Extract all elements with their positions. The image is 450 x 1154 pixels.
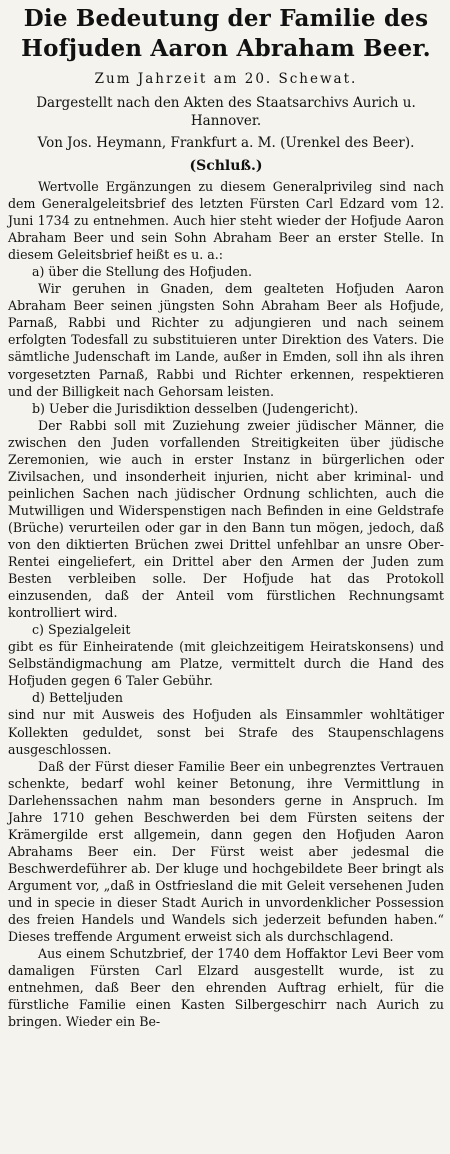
subheading-a: a) über die Stellung des Hofjuden.	[32, 264, 252, 280]
byline: Von Jos. Heymann, Frankfurt a. M. (Urenkel des Beer).	[37, 135, 415, 151]
article-title	[8, 4, 444, 64]
subheading-b: b) Ueber die Jurisdiktion desselben (Judengericht).	[32, 400, 359, 416]
paragraph-a: Wir geruhen in Gnaden, dem gealteten Hofjuden Aaron Abraham Beer seinen jüngsten Sohn Abraham Beer als Hofjude, Parnaß, Rabbi und Richter zu adjungieren und nach seinem erfolgten Todesfall zu substituieren unter Direktion des Vaters. Die sämtliche Judenschaft im Lande, außer in Emden, soll ihn als ihren vorgesetzten Parnaß, Rabbi und Richter erkennen, respektieren und der Billigkeit nach Gehorsam leisten.	[8, 281, 444, 399]
title-line-1: Die Bedeutung der Familie des	[23, 5, 429, 32]
subtitle-occasion: Zum Jahrzeit am 20. Schewat.	[94, 71, 358, 87]
paragraph-c: gibt es für Einheiratende (mit gleichzeitigem Heiratskonsens) und Selbständigmachung am Platze, vermittelt durch die Hand des Hofjuden gegen 6 Taler Gebühr.	[8, 639, 444, 689]
paragraph-trust: Daß der Fürst dieser Familie Beer ein unbegrenztes Vertrauen schenkte, bedarf wohl keiner Betonung, ihre Vermittlung in Darlehenssachen nahm man besonders gerne in Anspruch. Im Jahre 1710 gehen Beschwerden bei dem Fürsten seitens der Krämergilde erst allgemein, dann gegen den Hofjuden Aaron Abrahams Beer ein. Der Fürst weist aber jedesmal die Beschwerdeführer ab. Der kluge und hochgebildete Beer bringt als Argument vor, „daß in Ostfriesland die mit Geleit versehenen Juden und in specie in dieser Stadt Aurich in unvordenklicher Possession des freien Handels und Wandels sich jederzeit befunden haben.“ Dieses treffende Argument erweist sich als durchschlagend.	[8, 758, 444, 945]
paragraph-b: Der Rabbi soll mit Zuziehung zweier jüdischer Männer, die zwischen den Juden vorfallenden Streitigkeiten über jüdische Zeremonien, wie auch in erster Instanz in bürgerlichen oder Zivilsachen, und insonderheit injurien, nicht aber kriminal- und peinlichen Sachen nach jüdischer Ordnung schlichten, auch die Mutwilligen und Widerspenstigen nach Befinden in eine Geldstrafe (Brüche) verurteilen oder gar in den Bann tun mögen, jedoch, daß von den diktierten Brüchen zwei Drittel unfehlbar an unsre Ober-Rentei eingeliefert, ein Drittel aber den Armen der Juden zum Besten verbleiben solle. Der Hofjude hat das Protokoll einzusenden, daß der Anteil vom fürstlichen Rechnungsamt kontrolliert wird.	[8, 417, 444, 621]
subtitle-source: Dargestellt nach den Akten des Staatsarchivs Aurich u. Hannover.	[36, 95, 416, 129]
paragraph-schutzbrief: Aus einem Schutzbrief, der 1740 dem Hoffaktor Levi Beer vom damaligen Fürsten Carl Elzard ausgestellt wurde, ist zu entnehmen, daß Beer den ehrenden Auftrag erhielt, für die fürstliche Familie einen Kasten Silbergeschirr nach Aurich zu bringen. Wieder ein Be-	[8, 946, 444, 1030]
subheading-d: d) Betteljuden	[32, 690, 123, 706]
section-marker: (Schluß.)	[189, 158, 263, 174]
paragraph-intro: Wertvolle Ergänzungen zu diesem Generalprivileg sind nach dem Generalgeleitsbrief des letzten Fürsten Carl Edzard vom 12. Juni 1734 zu entnehmen. Auch hier steht wieder der Hofjude Aaron Abraham Beer und sein Sohn Abraham Beer an erster Stelle. In diesem Geleitsbrief heißt es u. a.:	[8, 179, 444, 263]
paragraph-d: sind nur mit Ausweis des Hofjuden als Einsammler wohltätiger Kollekten geduldet, sonst bei Strafe des Staupenschlagens ausgeschlossen.	[8, 707, 444, 757]
article-body	[8, 178, 444, 1030]
subheading-c: c) Spezialgeleit	[32, 622, 131, 638]
title-line-2: Hofjuden Aaron Abraham Beer.	[21, 35, 431, 62]
